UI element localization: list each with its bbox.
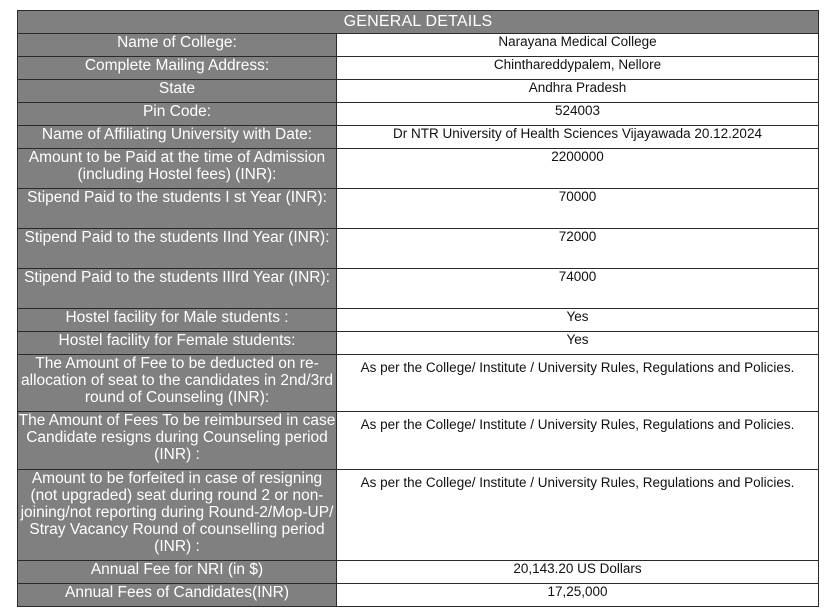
table-row: [18, 80, 819, 103]
stipend-year3-value: 74000: [337, 269, 819, 309]
general-details-section: [17, 10, 818, 607]
table-header-row: [18, 11, 819, 34]
hostel-male-value: Yes: [337, 309, 819, 332]
stipend-year2-value: 72000: [337, 229, 819, 269]
annual-fees-label: Annual Fees of Candidates(INR): [18, 584, 337, 607]
table-row: [18, 412, 819, 470]
table-row: [18, 103, 819, 126]
affiliating-university-value: Dr NTR University of Health Sciences Vijayawada 20.12.2024: [337, 126, 819, 149]
mailing-address-value: Chinthareddypalem, Nellore: [337, 57, 819, 80]
reimbursement-fee-label: The Amount of Fees To be reimbursed in case Candidate resigns during Counseling period (INR) :: [18, 412, 337, 470]
table-row: [18, 355, 819, 412]
table-row: [18, 229, 819, 269]
stipend-year1-label: Stipend Paid to the students I st Year (INR):: [18, 189, 337, 229]
mailing-address-label: Complete Mailing Address:: [18, 57, 337, 80]
reimbursement-fee-value: As per the College/ Institute / University Rules, Regulations and Policies.: [337, 412, 819, 470]
stipend-year2-label: Stipend Paid to the students IInd Year (INR):: [18, 229, 337, 269]
college-name-label: Name of College:: [18, 34, 337, 57]
forfeit-amount-label: Amount to be forfeited in case of resigning (not upgraded) seat during round 2 or non-joining/not reporting during Round-2/Mop-UP/ Stray Vacancy Round of counselling period (INR) :: [18, 470, 337, 561]
table-row: [18, 126, 819, 149]
admission-amount-label: Amount to be Paid at the time of Admission (including Hostel fees) (INR):: [18, 149, 337, 189]
nri-fee-label: Annual Fee for NRI (in $): [18, 561, 337, 584]
table-row: [18, 149, 819, 189]
annual-fees-value: 17,25,000: [337, 584, 819, 607]
admission-amount-value: 2200000: [337, 149, 819, 189]
hostel-female-value: Yes: [337, 332, 819, 355]
pin-code-value: 524003: [337, 103, 819, 126]
state-value: Andhra Pradesh: [337, 80, 819, 103]
table-row: [18, 470, 819, 561]
forfeit-amount-value: As per the College/ Institute / University Rules, Regulations and Policies.: [337, 470, 819, 561]
stipend-year3-label: Stipend Paid to the students IIIrd Year (INR):: [18, 269, 337, 309]
pin-code-label: Pin Code:: [18, 103, 337, 126]
reallocation-fee-value: As per the College/ Institute / University Rules, Regulations and Policies.: [337, 355, 819, 412]
table-row: [18, 34, 819, 57]
reallocation-fee-label: The Amount of Fee to be deducted on re-allocation of seat to the candidates in 2nd/3rd round of Counseling (INR):: [18, 355, 337, 412]
table-row: [18, 309, 819, 332]
table-row: [18, 332, 819, 355]
table-row: [18, 561, 819, 584]
state-label: State: [18, 80, 337, 103]
stipend-year1-value: 70000: [337, 189, 819, 229]
college-name-value: Narayana Medical College: [337, 34, 819, 57]
affiliating-university-label: Name of Affiliating University with Date:: [18, 126, 337, 149]
hostel-female-label: Hostel facility for Female students:: [18, 332, 337, 355]
hostel-male-label: Hostel facility for Male students :: [18, 309, 337, 332]
table-row: [18, 189, 819, 229]
nri-fee-value: 20,143.20 US Dollars: [337, 561, 819, 584]
section-title: GENERAL DETAILS: [18, 11, 819, 34]
table-row: [18, 584, 819, 607]
general-details-table: [17, 10, 819, 607]
table-row: [18, 269, 819, 309]
table-row: [18, 57, 819, 80]
